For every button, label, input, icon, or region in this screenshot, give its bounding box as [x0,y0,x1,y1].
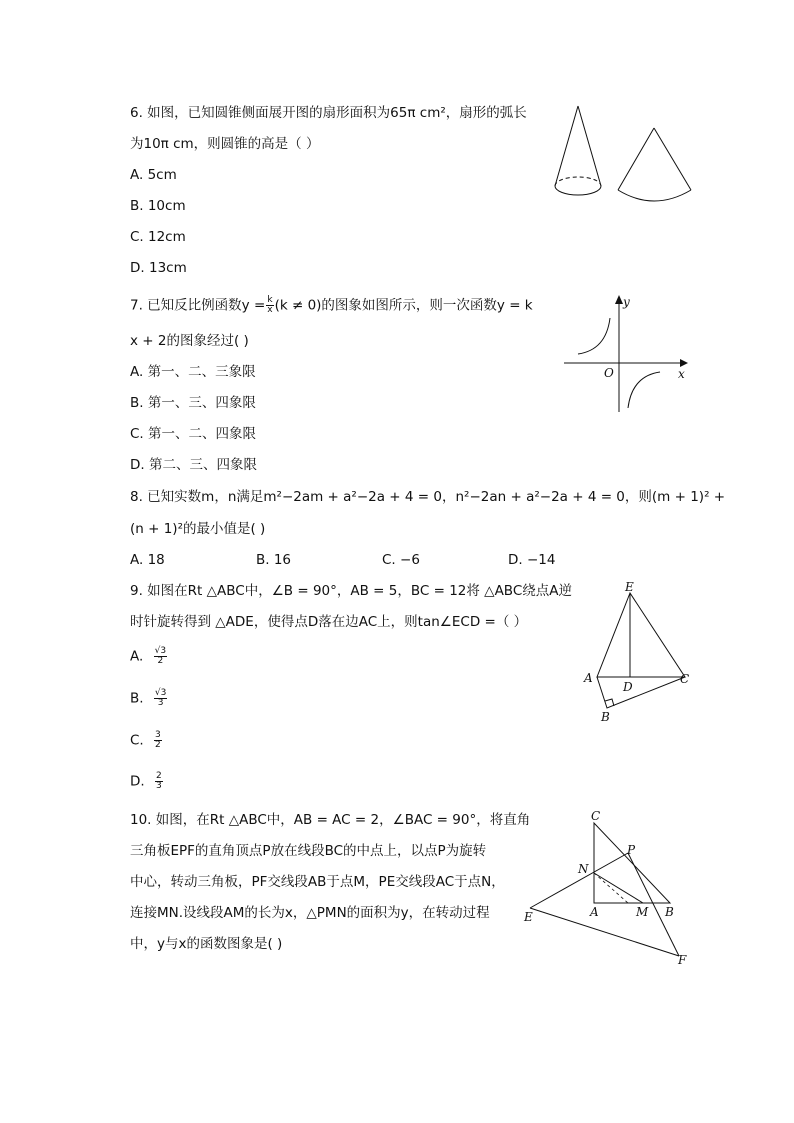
q6-cone-figure [550,100,700,210]
q9-label-a: A [584,671,593,685]
q6-option-d[interactable]: D. 13cm [130,260,187,276]
q9-option-d-letter: D. [130,773,145,790]
q6-option-a[interactable]: A. 5cm [130,167,177,183]
q9-option-a[interactable] [130,647,168,666]
q10-label-e: E [524,910,533,924]
q7-stem-line2: x + 2的图象经过( ) [130,333,249,349]
q9-option-d-num: 2 [155,771,162,781]
q9-option-b-den: 3 [157,698,164,708]
q6-stem-line1: 6. 如图，已知圆锥侧面展开图的扇形面积为65π cm²，扇形的弧长 [130,105,527,121]
q7-x-axis-label: x [678,367,685,381]
q7-option-d[interactable]: D. 第二、三、四象限 [130,457,257,473]
q10-label-b: B [665,905,674,919]
q9-option-d[interactable] [130,772,164,791]
q6-option-c[interactable]: C. 12cm [130,229,186,245]
q8-stem-line2: (n + 1)²的最小值是( ) [130,521,266,537]
q8-option-d[interactable]: D. −14 [508,552,556,568]
q10-label-a: A [590,905,599,919]
q9-option-c-letter: C. [130,732,144,749]
q9-stem-line2: 时针旋转得到 △ADE，使得点D落在边AC上，则tan∠ECD =（ ） [130,614,528,630]
q7-frac-num: k [267,295,273,305]
q7-frac-den: x [267,305,273,315]
q7-y-axis-label: y [623,295,630,309]
q9-option-a-num: √3 [154,646,167,656]
q9-option-c[interactable] [130,731,163,750]
q9-option-b-num: √3 [154,688,167,698]
q7-fraction [266,296,273,315]
q8-option-c[interactable]: C. −6 [382,552,420,568]
q8-option-a[interactable]: A. 18 [130,552,165,568]
q10-label-c: C [591,809,601,823]
q9-option-d-den: 3 [155,781,162,791]
q7-option-c[interactable]: C. 第一、二、四象限 [130,426,257,442]
q7-stem-part-b: (k ≠ 0)的图象如图所示，则一次函数y = k [274,297,533,314]
q9-label-c: C [680,672,690,686]
q9-option-b[interactable] [130,689,168,708]
q10-label-f: F [678,953,687,967]
q9-label-b: B [601,710,610,724]
q7-stem-line1 [130,296,533,315]
q10-label-p: P [627,843,636,857]
q10-rotation-figure [520,806,700,971]
q6-option-b[interactable]: B. 10cm [130,198,186,214]
q10-stem-line1: 10. 如图，在Rt △ABC中，AB = AC = 2，∠BAC = 90°，将直角 [130,812,531,828]
q9-triangle-figure [580,580,695,725]
q9-option-c-den: 2 [155,740,161,750]
q7-option-b[interactable]: B. 第一、三、四象限 [130,395,256,411]
q7-stem-part-a: 7. 已知反比例函数y = [130,297,266,314]
q10-label-m: M [636,905,649,919]
q10-label-n: N [578,862,589,876]
q9-stem-line1: 9. 如图在Rt △ABC中，∠B = 90°，AB = 5，BC = 12将 △ABC绕点A逆 [130,583,572,599]
q10-stem-line3: 中心，转动三角板，PF交线段AB于点M，PE交线段AC于点N， [130,874,505,890]
q9-option-a-letter: A. [130,648,144,665]
q6-stem-line2: 为10π cm，则圆锥的高是（ ） [130,136,320,152]
q8-stem-line1: 8. 已知实数m，n满足m²−2am + a²−2a + 4 = 0，n²−2an + a²−2a + 4 = 0，则(m + 1)² + [130,489,726,505]
q10-stem-line5: 中，y与x的函数图象是( ) [130,936,283,952]
q8-option-b[interactable]: B. 16 [256,552,292,568]
q7-option-a[interactable]: A. 第一、二、三象限 [130,364,256,380]
q7-origin-label: O [604,366,614,380]
q10-stem-line2: 三角板EPF的直角顶点P放在线段BC的中点上，以点P为旋转 [130,843,487,859]
q9-option-c-num: 3 [155,730,161,740]
q9-label-d: D [623,680,633,694]
q9-option-b-letter: B. [130,690,144,707]
q9-option-a-den: 2 [157,656,164,666]
q9-label-e: E [625,580,634,594]
q7-hyperbola-graph [560,292,695,417]
q10-stem-line4: 连接MN.设线段AM的长为x，△PMN的面积为y，在转动过程 [130,905,490,921]
